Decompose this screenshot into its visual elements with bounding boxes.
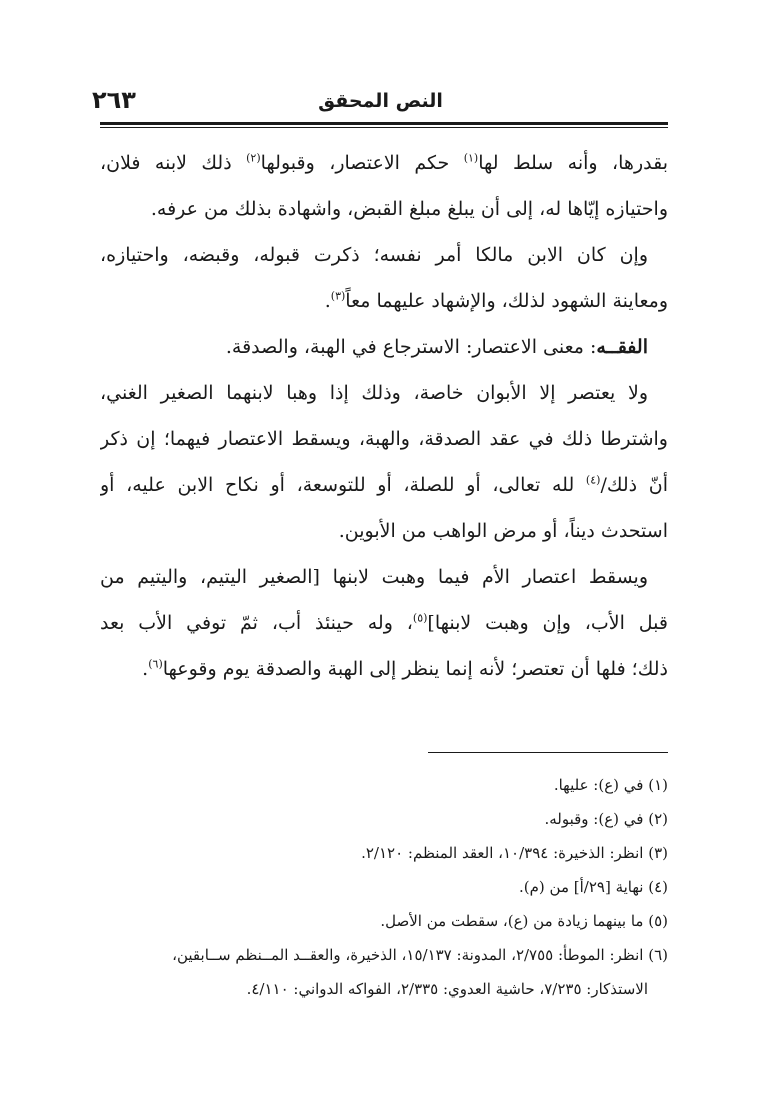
- body-line-6: ولا يعتصر إلا الأبوان خاصة، وذلك إذا وهبا لابنهما الصغير الغني،: [100, 382, 648, 404]
- body-text: [100, 140, 668, 692]
- body-line-5: الفقــه: معنى الاعتصار: الاسترجاع في الهبة، والصدقة.: [225, 336, 648, 358]
- body-line-7: واشترطا ذلك في عقد الصدقة، والهبة، ويسقط الاعتصار فيهما؛ إن ذكر: [100, 428, 668, 450]
- body-line-11: قبل الأب، وإن وهبت لابنها]$^{(٥)}$، وله حينئذ أب، ثمّ توفي الأب بعد: [100, 611, 668, 634]
- body-line-1: بقدرها، وأنه سلط لها$^{(١)}$ حكم الاعتصار، وقبولها$^{(٢)}$ ذلك لابنه فلان،: [100, 151, 668, 174]
- footnote-ref-3: (٣): [330, 289, 346, 303]
- body-line-2: واحتيازه إيّاها له، إلى أن يبلغ مبلغ القبض، واشهادة بذلك من عرفه.: [150, 198, 668, 220]
- footnote-ref-2: (٢): [246, 151, 261, 165]
- footnote-ref-1: (١): [463, 151, 479, 165]
- running-title: النص المحقق: [318, 90, 443, 112]
- footnote-6: (٦) انظر: الموطأ: ٢/٧٥٥، المدونة: ١٥/١٣٧، الذخيرة، والعقــد المــنظم ســابقين،: [172, 946, 668, 964]
- footnote-5: (٥) ما بينهما زيادة من (ع)، سقطت من الأصل.: [380, 912, 668, 930]
- footnote-ref-6: (٦): [148, 657, 163, 671]
- footnote-separator: [428, 752, 668, 753]
- header-rule-thin: [100, 127, 668, 128]
- body-line-9: استحدث ديناً، أو مرض الواهب من الأبوين.: [338, 520, 668, 542]
- page-number: ٢٦٣: [92, 86, 136, 114]
- body-line-4: ومعاينة الشهود لذلك، والإشهاد عليهما معاً$^{(٣)}$.: [324, 289, 668, 312]
- body-line-3: وإن كان الابن مالكا أمر نفسه؛ ذكرت قبوله، وقبضه، واحتيازه،: [100, 244, 648, 266]
- footnotes: [100, 768, 668, 1006]
- body-line-8: أنّ ذلك/$^{(٤)}$ لله تعالى، أو للصلة، أو للتوسعة، أو نكاح الابن عليه، أو: [100, 473, 668, 496]
- header-rule-thick: [100, 122, 668, 125]
- footnote-ref-5: (٥): [412, 611, 428, 625]
- footnote-2: (٢) في (ع): وقبوله.: [544, 810, 668, 828]
- footnote-6-continued: الاستذكار: ٧/٢٣٥، حاشية العدوي: ٢/٣٣٥، الفواكه الدواني: ٤/١١٠.: [246, 980, 648, 998]
- footnote-3: (٣) انظر: الذخيرة: ١٠/٣٩٤، العقد المنظم: ٢/١٢٠.: [361, 844, 668, 862]
- footnote-ref-4: (٤): [585, 473, 601, 487]
- body-line-12: ذلك؛ فلها أن تعتصر؛ لأنه إنما ينظر إلى الهبة والصدقة يوم وقوعها$^{(٦)}$.: [142, 657, 668, 680]
- footnote-4: (٤) نهاية [٢٩/أ] من (م).: [519, 878, 668, 896]
- footnote-1: (١) في (ع): عليها.: [553, 776, 668, 794]
- fiqh-heading: الفقــه: [596, 336, 648, 358]
- body-line-10: ويسقط اعتصار الأم فيما وهبت لابنها [الصغير اليتيم، واليتيم من: [100, 566, 648, 588]
